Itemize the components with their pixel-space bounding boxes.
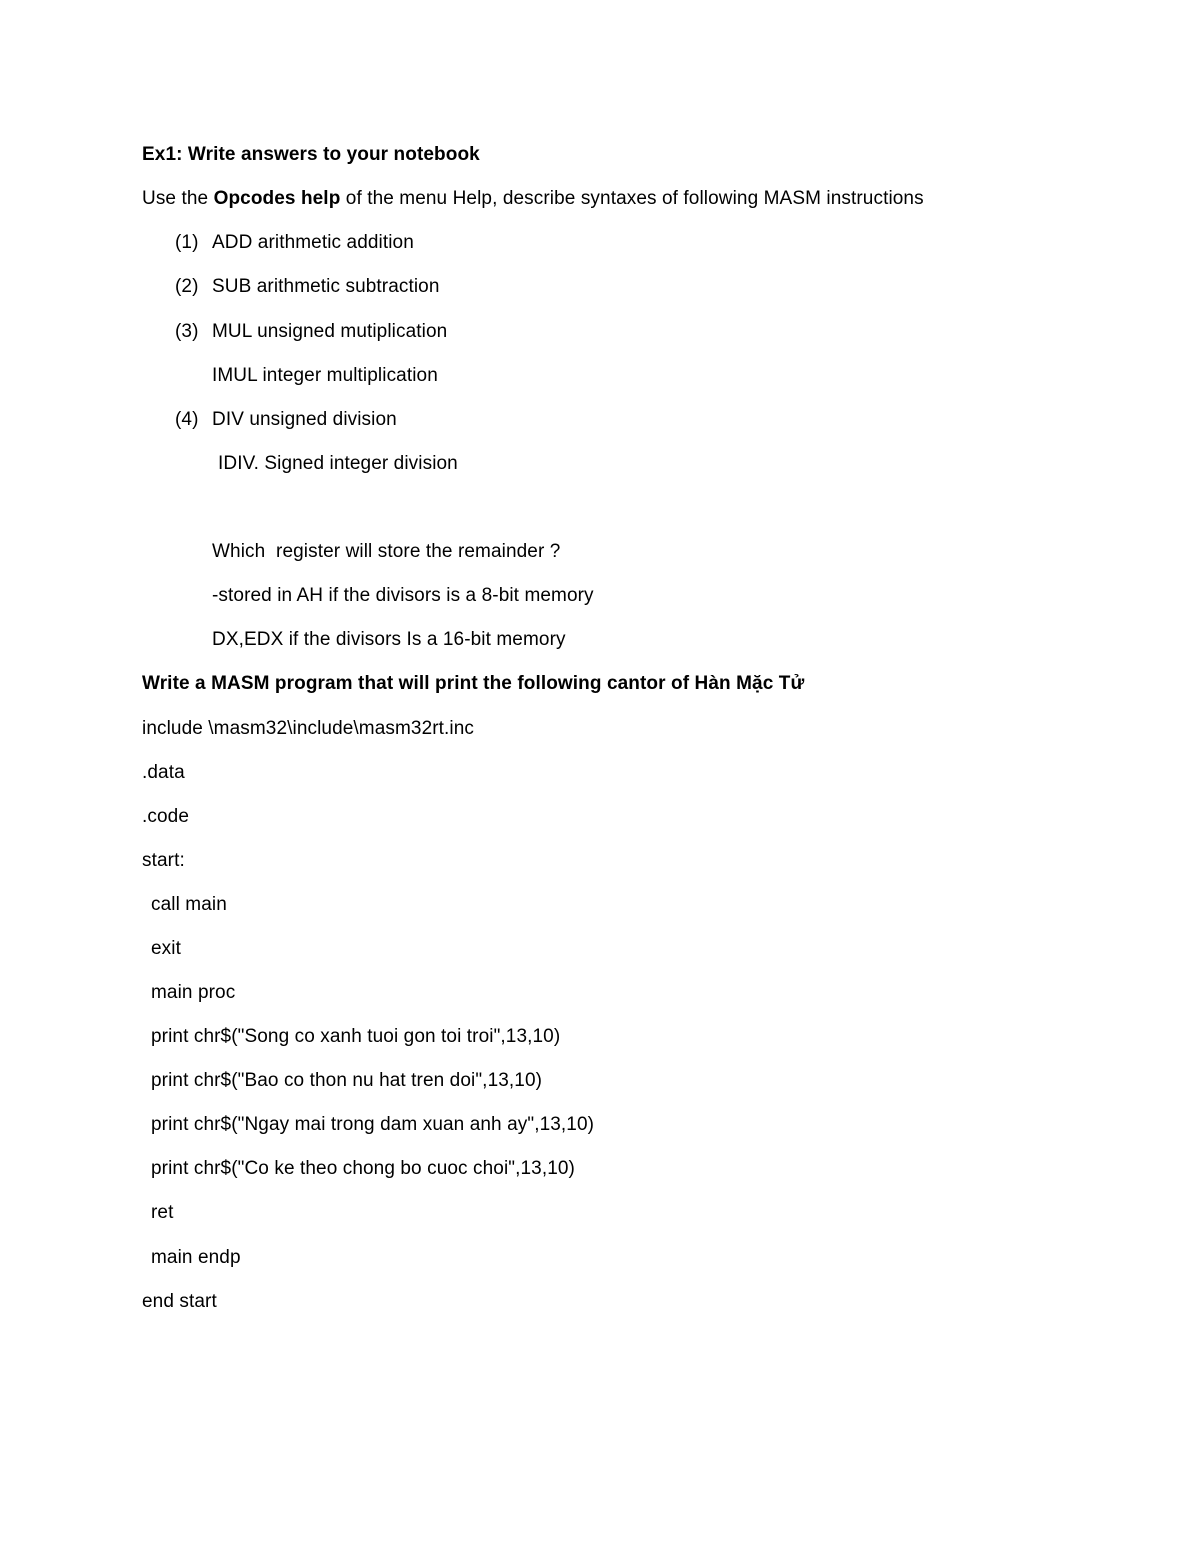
- code-line: exit: [151, 938, 181, 959]
- code-line: main proc: [151, 982, 236, 1003]
- code-line: start:: [142, 850, 185, 871]
- list-number: (4): [175, 409, 199, 430]
- list-number: (2): [175, 276, 199, 297]
- list-number: (3): [175, 321, 199, 342]
- code-line: print chr$("Co ke theo chong bo cuoc choi",13,10): [151, 1158, 575, 1179]
- answer-line: DX,EDX if the divisors Is a 16-bit memory: [212, 629, 566, 650]
- question-text: Which register will store the remainder ?: [212, 541, 561, 562]
- list-item: DIV unsigned division: [212, 409, 397, 430]
- code-line: print chr$("Ngay mai trong dam xuan anh ay",13,10): [151, 1114, 595, 1135]
- exercise-heading: Ex1: Write answers to your notebook: [142, 144, 480, 165]
- list-item: IDIV. Signed integer division: [218, 453, 458, 474]
- list-number: (1): [175, 232, 199, 253]
- code-line: call main: [151, 894, 227, 915]
- code-line: .code: [142, 806, 189, 827]
- code-line: .data: [142, 762, 185, 783]
- intro-text-pre: Use the: [142, 188, 214, 209]
- answer-line: -stored in AH if the divisors is a 8-bit memory: [212, 585, 594, 606]
- code-line: print chr$("Song co xanh tuoi gon toi troi",13,10): [151, 1026, 561, 1047]
- intro-paragraph: [142, 187, 924, 211]
- intro-text-bold: Opcodes help: [213, 188, 341, 209]
- intro-text-post: of the menu Help, describe syntaxes of following MASM instructions: [340, 188, 924, 209]
- code-line: ret: [151, 1202, 174, 1223]
- program-heading: Write a MASM program that will print the following cantor of Hàn Mặc Tử: [142, 673, 805, 694]
- code-line: print chr$("Bao co thon nu hat tren doi",13,10): [151, 1070, 543, 1091]
- code-line: include \masm32\include\masm32rt.inc: [142, 718, 475, 739]
- list-item: ADD arithmetic addition: [212, 232, 414, 253]
- list-item: SUB arithmetic subtraction: [212, 276, 440, 297]
- list-item: MUL unsigned mutiplication: [212, 321, 448, 342]
- code-line: end start: [142, 1291, 217, 1312]
- list-item: IMUL integer multiplication: [212, 365, 438, 386]
- code-line: main endp: [151, 1247, 241, 1268]
